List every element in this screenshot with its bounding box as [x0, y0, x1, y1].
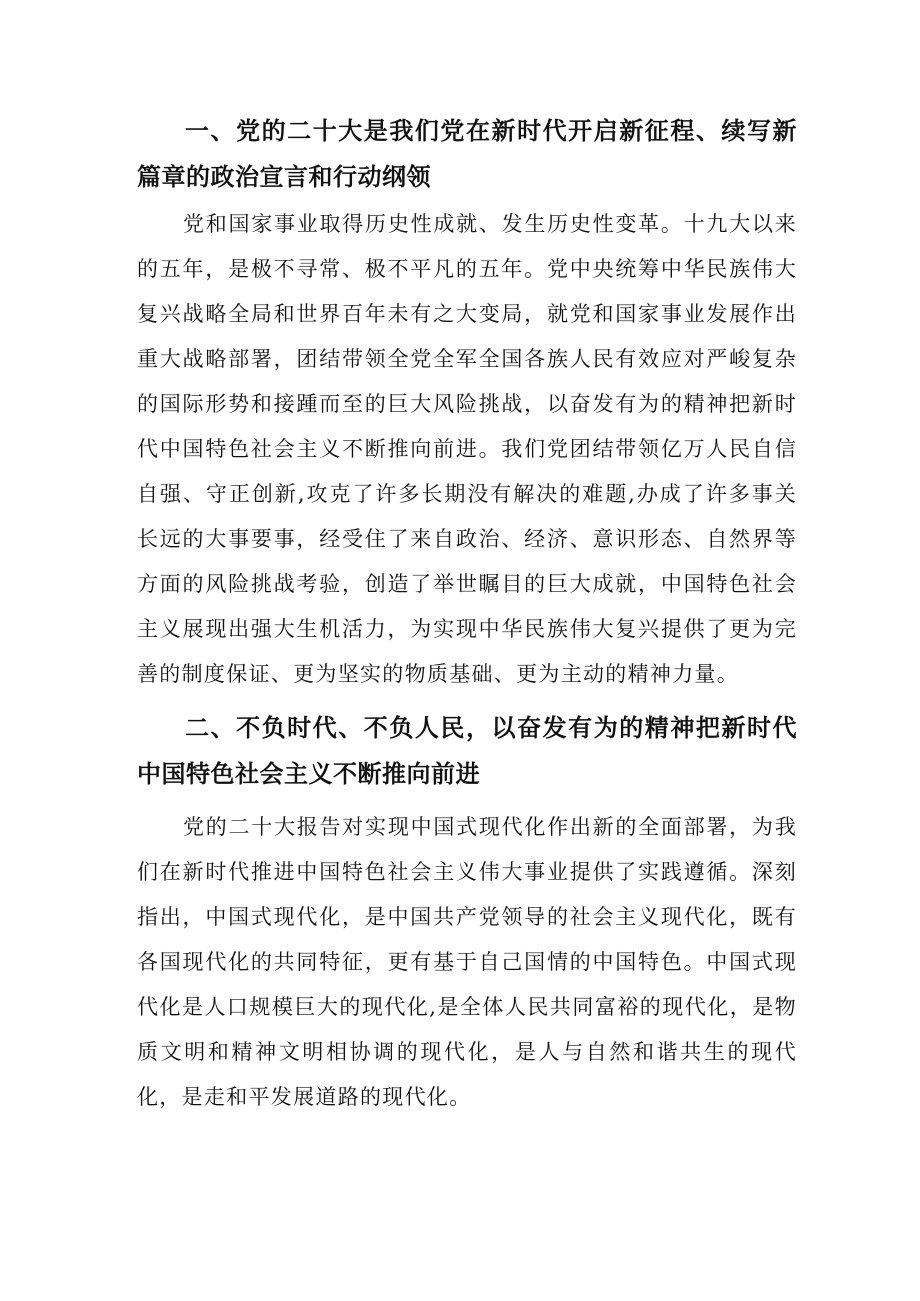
section-paragraph-1: 党和国家事业取得历史性成就、发生历史性变革。十九大以来的五年，是极不寻常、极不平凡的五年。党中央统筹中华民族伟大复兴战略全局和世界百年未有之大变局，就党和国家事业发展作出重大战略部署，团结带领全党全军全国各族人民有效应对严峻复杂的国际形势和接踵而至的巨大风险挑战，以奋发有为的精神把新时代中国特色社会主义不断推向前进。我们党团结带领亿万人民自信自强、守正创新,攻克了许多长期没有解决的难题,办成了许多事关长远的大事要事，经受住了来自政治、经济、意识形态、自然界等方面的风险挑战考验，创造了举世瞩目的巨大成就，中国特色社会主义展现出强大生机活力，为实现中华民族伟大复兴提供了更为完善的制度保证、更为坚实的物质基础、更为主动的精神力量。 [137, 212, 797, 686]
section-heading-1: 一、党的二十大是我们党在新时代开启新征程、续写新篇章的政治宣言和行动纲领 [137, 117, 797, 191]
section-paragraph-2: 党的二十大报告对实现中国式现代化作出新的全面部署，为我们在新时代推进中国特色社会主义伟大事业提供了实践遵循。深刻指出，中国式现代化，是中国共产党领导的社会主义现代化，既有各国现代化的共同特征，更有基于自己国情的中国特色。中国式现代化是人口规模巨大的现代化,是全体人民共同富裕的现代化，是物质文明和精神文明相协调的现代化，是人与自然和谐共生的现代化，是走和平发展道路的现代化。 [137, 815, 797, 1109]
section-heading-2: 二、不负时代、不负人民，以奋发有为的精神把新时代中国特色社会主义不断推向前进 [137, 714, 797, 788]
document-page [137, 108, 797, 1120]
